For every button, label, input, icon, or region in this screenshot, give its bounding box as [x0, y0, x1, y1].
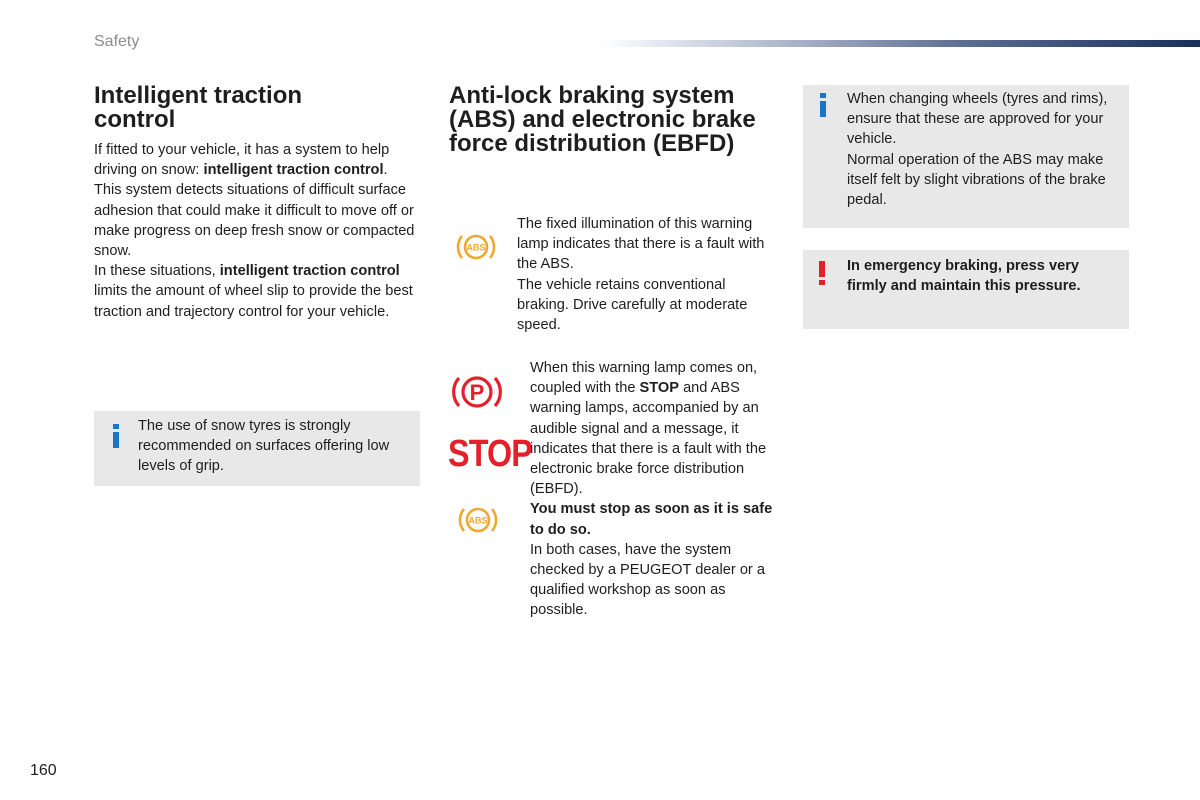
- heading-abs-ebfd: [449, 84, 789, 156]
- emergency-braking-text: In emergency braking, press very firmly and maintain this pressure.: [847, 258, 1081, 295]
- heading-line: control: [94, 106, 176, 133]
- text-run-bold: intelligent traction control: [219, 263, 400, 280]
- text-run: and ABS warning lamps, accompanied by an audible signal and a message, it indicates that there is a fault with the electronic brake force distribution (EBFD).: [530, 380, 767, 498]
- brake-lamp-letter: P: [469, 380, 485, 405]
- abs-warning-lamp-icon: [455, 228, 497, 266]
- text-run: limits the amount of wheel slip to provide the best traction and trajectory control for your vehicle.: [94, 283, 413, 320]
- header-gradient-bar: [600, 40, 1200, 47]
- abs-fault-description: [517, 214, 777, 335]
- heading-line: Anti-lock braking system: [449, 82, 735, 109]
- wheel-change-text: [847, 89, 1127, 210]
- snow-tyres-info-box: [94, 411, 420, 486]
- page-number: 160: [30, 762, 57, 779]
- text-run: In these situations,: [94, 263, 220, 280]
- text-run: The vehicle retains conventional braking. Drive carefully at moderate speed.: [517, 276, 748, 334]
- text-run: .: [383, 162, 388, 179]
- text-run-bold: You must stop as soon as it is safe to do so.: [530, 501, 773, 538]
- text-run-bold: intelligent traction control: [203, 162, 384, 179]
- stop-warning-lamp-icon: STOP: [448, 433, 532, 475]
- text-run-bold: STOP: [639, 380, 680, 397]
- traction-description: [94, 140, 420, 322]
- text-run: Normal operation of the ABS may make itself felt by slight vibrations of the brake pedal.: [847, 151, 1106, 209]
- heading-line: force distribution (EBFD): [449, 130, 735, 157]
- text-run: If fitted to your vehicle, it has a system to help driving on snow:: [94, 142, 390, 179]
- section-label: Safety: [94, 33, 140, 50]
- info-icon: [818, 93, 828, 117]
- abs-warning-lamp-icon-2: [457, 501, 499, 539]
- heading-line: (ABS) and electronic brake: [449, 106, 756, 133]
- text-run: In both cases, have the system checked by a PEUGEOT dealer or a qualified workshop as soon as possible.: [530, 541, 765, 619]
- text-run: This system detects situations of difficult surface adhesion that could make it difficult to move off or make progress on deep fresh snow or compacted snow.: [94, 182, 415, 260]
- snow-tyres-text: The use of snow tyres is strongly recommended on surfaces offering low levels of grip.: [138, 418, 390, 475]
- text-run: The fixed illumination of this warning lamp indicates that there is a fault with the ABS.: [517, 216, 765, 273]
- brake-warning-lamp-icon: [450, 370, 504, 414]
- heading-intelligent-traction-control: [94, 84, 394, 132]
- wheel-change-info-box: [803, 85, 1129, 228]
- info-icon: [111, 424, 121, 448]
- text-run: When changing wheels (tyres and rims), ensure that these are approved for your vehicle.: [847, 91, 1108, 148]
- heading-line: Intelligent traction: [94, 82, 303, 109]
- ebfd-fault-description: [530, 358, 780, 621]
- abs-lamp-label: ABS: [466, 242, 486, 253]
- warning-icon: [817, 261, 827, 285]
- abs-lamp-label-2: ABS: [468, 515, 488, 526]
- emergency-braking-warning-box: [803, 250, 1129, 329]
- text-run: When this warning lamp comes on, coupled with the: [530, 360, 758, 397]
